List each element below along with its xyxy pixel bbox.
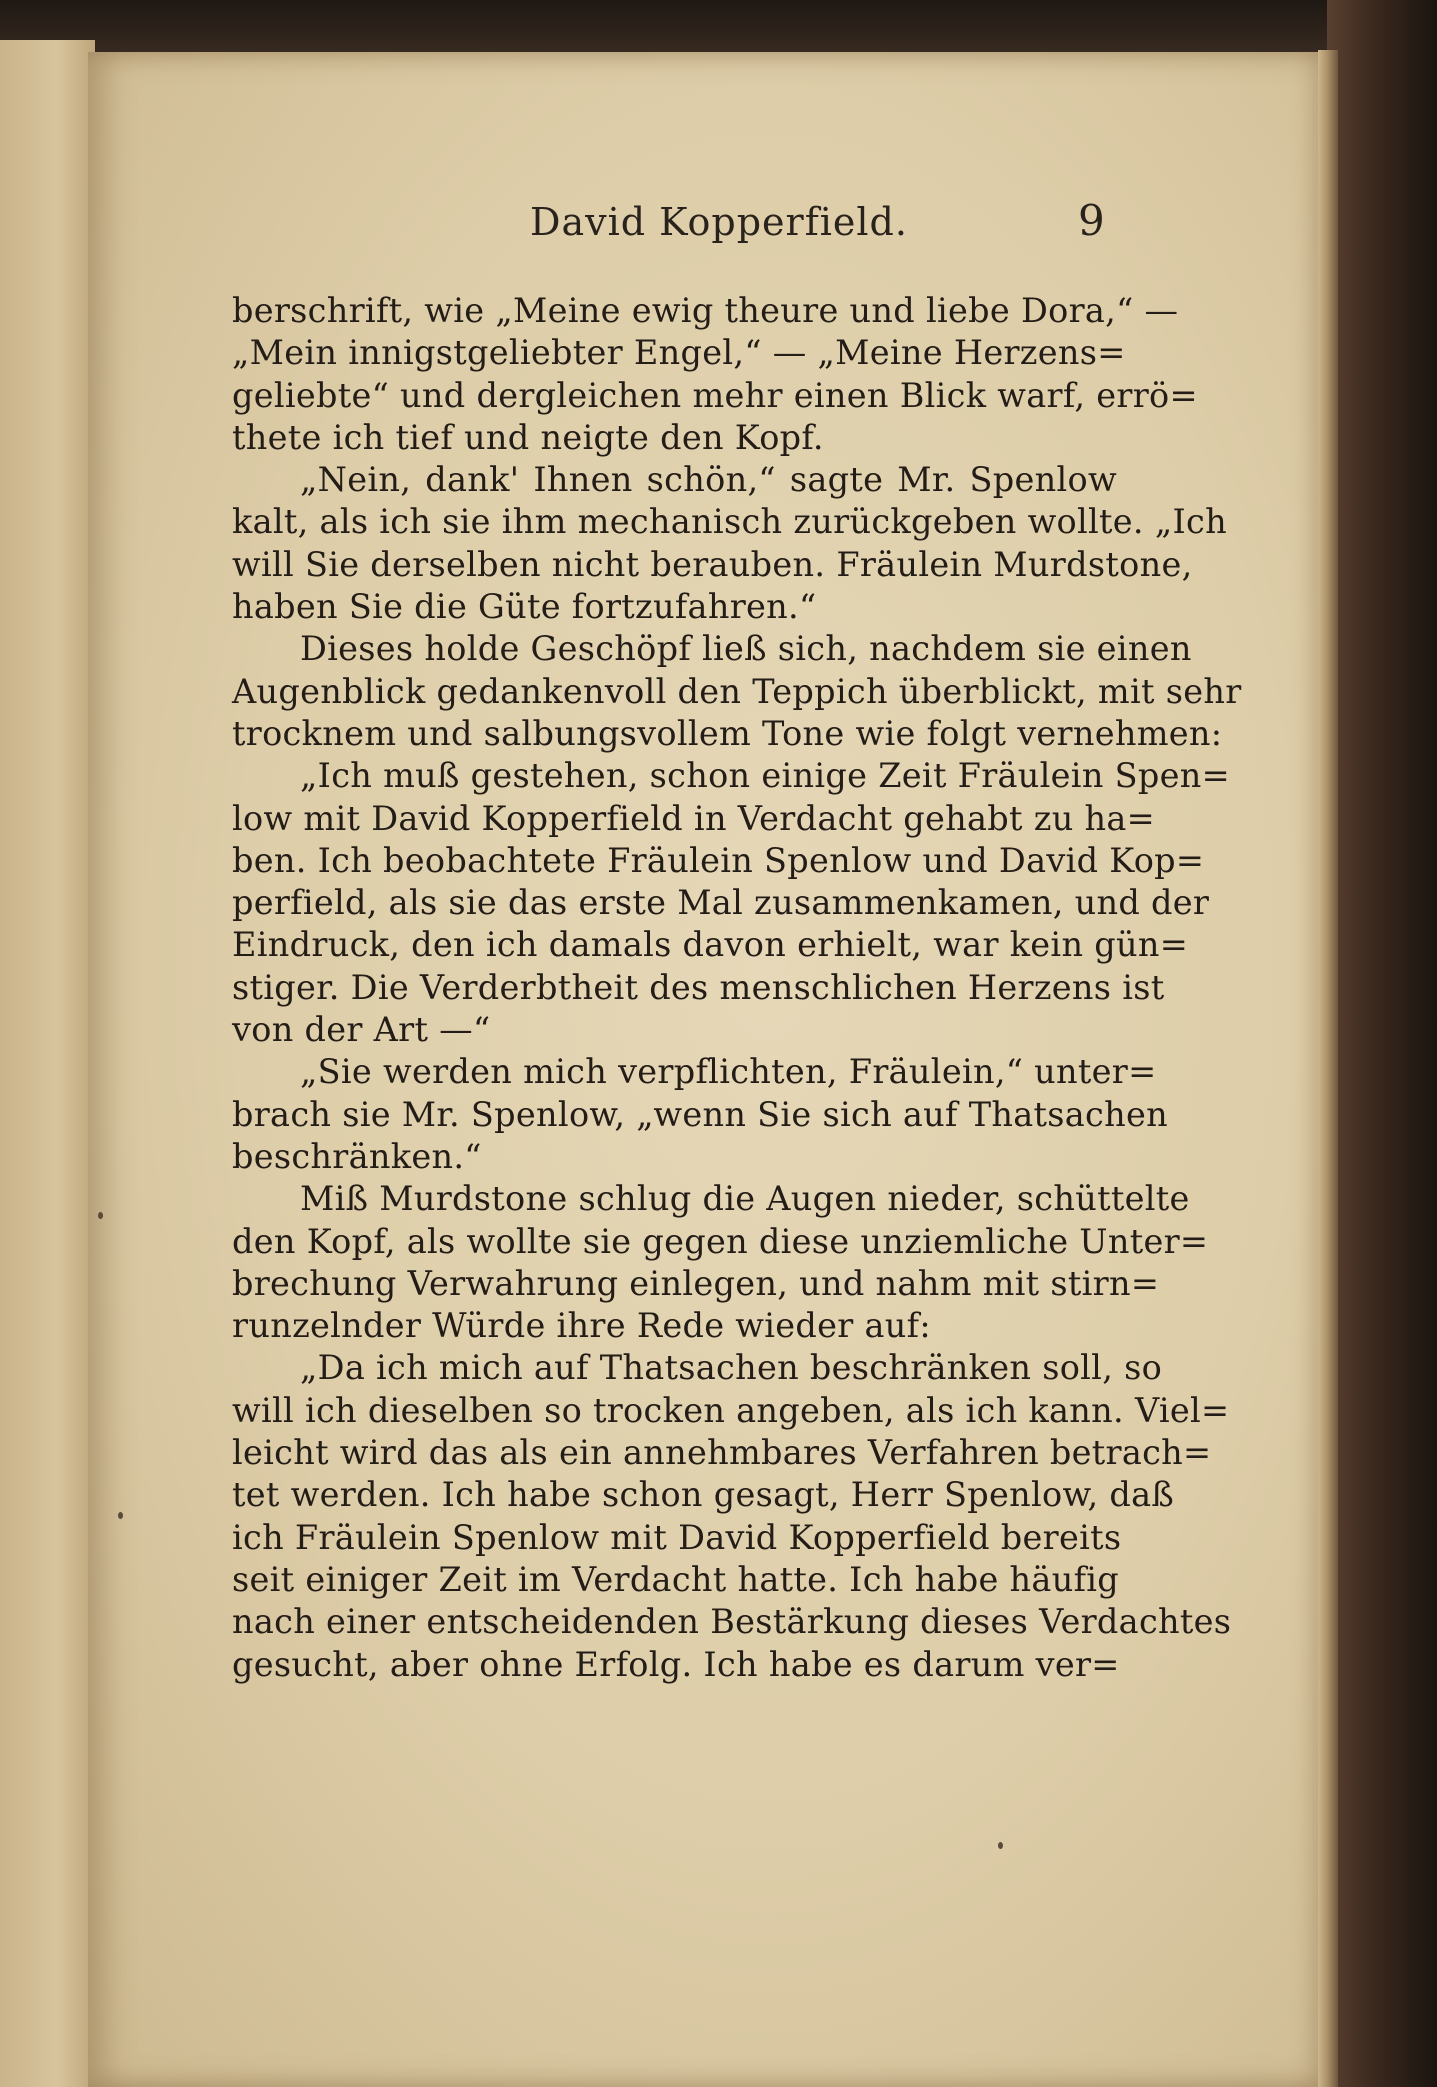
paper-speck [998,1842,1003,1849]
body-text [232,290,1242,1686]
book-cover-top [0,0,1437,60]
text-line: thete ich tief und neigte den Kopf. [232,417,824,457]
page-number: 9 [1078,196,1105,245]
text-line: „Mein innigstgeliebter Engel,“ — „Meine Herzens= [232,333,1126,373]
text-line: tet werden. Ich habe schon gesagt, Herr Spenlow, daß [232,1475,1175,1515]
text-line: „Ich muß gestehen, schon einige Zeit Fräulein Spen= [300,756,1231,796]
text-line: gesucht, aber ohne Erfolg. Ich habe es darum ver= [232,1644,1120,1684]
text-line: Augenblick gedankenvoll den Teppich überblickt, mit sehr [232,671,1242,711]
text-line: low mit David Kopperfield in Verdacht gehabt zu ha= [232,798,1156,838]
page-block-edge [1318,50,1338,2087]
text-line: seit einiger Zeit im Verdacht hatte. Ich habe häufig [232,1559,1120,1599]
text-line: ich Fräulein Spenlow mit David Kopperfield bereits [232,1517,1122,1557]
text-line: beschränken.“ [232,1136,482,1176]
running-head: David Kopperfield. [530,200,908,244]
text-line: von der Art —“ [232,1010,491,1050]
text-line: Miß Murdstone schlug die Augen nieder, schüttelte [300,1179,1190,1219]
text-line: „Sie werden mich verpflichten, Fräulein,“ unter= [300,1052,1157,1092]
text-line: „Nein, dank' Ihnen schön,“ sagte Mr. Spenlow [300,460,1117,500]
text-line: brach sie Mr. Spenlow, „wenn Sie sich auf Thatsachen [232,1094,1168,1134]
text-line: ben. Ich beobachtete Fräulein Spenlow und David Kop= [232,840,1205,880]
text-line: stiger. Die Verderbtheit des menschlichen Herzens ist [232,967,1165,1007]
text-line: kalt, als ich sie ihm mechanisch zurückgeben wollte. „Ich [232,502,1227,542]
text-line: geliebte“ und dergleichen mehr einen Blick warf, errö= [232,375,1198,415]
text-line: nach einer entscheidenden Bestärkung dieses Verdachtes [232,1602,1232,1642]
text-line: Eindruck, den ich damals davon erhielt, war kein gün= [232,925,1189,965]
text-line: „Da ich mich auf Thatsachen beschränken soll, so [300,1348,1163,1388]
text-line: haben Sie die Güte fortzufahren.“ [232,587,817,627]
text-line: den Kopf, als wollte sie gegen diese unziemliche Unter= [232,1221,1209,1261]
text-line: berschrift, wie „Meine ewig theure und liebe Dora,“ — [232,291,1179,330]
text-line: trocknem und salbungsvollem Tone wie folgt vernehmen: [232,713,1223,753]
text-line: runzelnder Würde ihre Rede wieder auf: [232,1306,931,1346]
paper-speck [118,1512,123,1519]
text-line: perfield, als sie das erste Mal zusammenkamen, und der [232,883,1210,923]
facing-page-edge [0,40,95,2087]
text-line: will ich dieselben so trocken angeben, als ich kann. Viel= [232,1390,1230,1430]
text-line: will Sie derselben nicht berauben. Fräulein Murdstone, [232,544,1193,584]
text-line: leicht wird das als ein annehmbares Verfahren betrach= [232,1433,1212,1473]
book-cover-right [1327,0,1437,2087]
paper-speck [98,1212,103,1219]
text-line: brechung Verwahrung einlegen, und nahm mit stirn= [232,1263,1160,1303]
text-line: Dieses holde Geschöpf ließ sich, nachdem sie einen [300,629,1192,669]
